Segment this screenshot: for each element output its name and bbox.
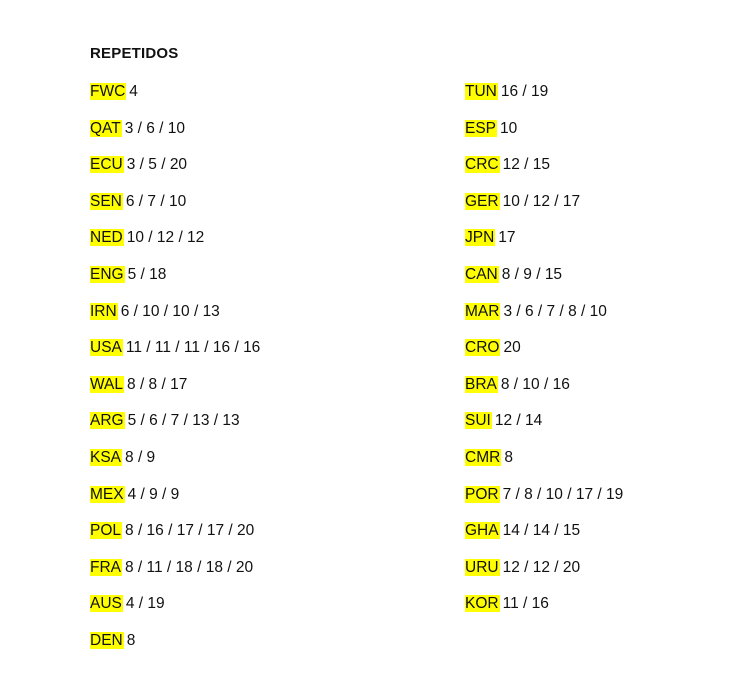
list-item [90,226,390,263]
sticker-numbers: 8 / 9 / 15 [501,265,563,283]
team-code: MAR [465,302,500,320]
team-code: SUI [465,412,491,430]
list-item [465,336,749,373]
sticker-numbers: 14 / 14 / 15 [502,522,581,540]
sticker-numbers: 12 / 15 [502,156,550,174]
team-code: ECU [90,156,123,174]
list-item [465,556,749,593]
team-code: BRA [465,375,497,393]
sticker-numbers: 4 / 19 [125,595,165,613]
sticker-numbers: 8 [504,448,513,466]
list-item [465,190,749,227]
team-code: MEX [90,485,124,503]
list-item [465,409,749,446]
list-item [90,483,390,520]
sticker-numbers: 5 / 18 [127,265,167,283]
list-item [465,300,749,337]
sticker-numbers: 17 [498,229,516,247]
list-item [90,190,390,227]
sticker-numbers: 7 / 8 / 10 / 17 / 19 [502,485,624,503]
team-code: AUS [90,595,122,613]
list-item [90,153,390,190]
team-code: KSA [90,448,122,466]
team-code: ENG [90,265,124,283]
team-code: JPN [465,229,495,247]
list-item [90,409,390,446]
sticker-numbers: 6 / 7 / 10 [125,192,187,210]
sticker-numbers: 5 / 6 / 7 / 13 / 13 [127,412,240,430]
list-item [90,373,390,410]
list-item [90,80,390,117]
list-item [90,556,390,593]
team-code: GHA [465,522,499,540]
list-item [90,263,390,300]
sticker-numbers: 11 / 11 / 11 / 16 / 16 [125,339,261,357]
sticker-numbers: 3 / 6 / 10 [124,119,186,137]
sticker-numbers: 10 [500,119,518,137]
team-code: TUN [465,83,497,100]
team-code: FRA [90,558,121,576]
team-code: SEN [90,192,122,210]
list-item [90,446,390,483]
sticker-numbers: 3 / 5 / 20 [126,156,188,174]
right-column [465,80,749,629]
team-code: POL [90,522,122,540]
list-item [90,117,390,154]
team-code: CMR [465,448,501,466]
list-item [465,226,749,263]
list-item [465,80,749,117]
sticker-numbers: 8 / 8 / 17 [127,375,188,393]
sticker-numbers: 10 / 12 / 17 [502,192,581,210]
sticker-numbers: 8 [126,631,136,649]
document-title: REPETIDOS [90,45,179,62]
team-code: WAL [90,375,124,393]
team-code: POR [465,485,499,503]
team-code: ESP [465,119,497,137]
left-column [90,80,390,666]
team-code: IRN [90,302,117,320]
team-code: CRC [465,156,499,174]
list-item [465,153,749,190]
sticker-numbers: 6 / 10 / 10 / 13 [120,302,220,320]
team-code: FWC [90,83,126,100]
team-code: KOR [465,595,499,613]
team-code: ARG [90,412,124,430]
sticker-numbers: 8 / 10 / 16 [500,375,570,393]
list-item [465,483,749,520]
team-code: CRO [465,339,500,357]
list-item [90,300,390,337]
list-item [465,592,749,629]
list-item [90,592,390,629]
team-code: QAT [90,119,121,137]
sticker-numbers: 8 / 16 / 17 / 17 / 20 [125,522,255,540]
list-item [465,373,749,410]
sticker-numbers: 10 / 12 / 12 [126,229,205,247]
sticker-numbers: 20 [503,339,521,357]
team-code: GER [465,192,499,210]
sticker-numbers: 8 / 9 [125,448,156,466]
team-code: CAN [465,265,498,283]
team-code: URU [465,558,499,576]
sticker-numbers: 3 / 6 / 7 / 8 / 10 [503,302,607,320]
sticker-numbers: 4 [129,83,138,100]
sticker-numbers: 12 / 12 / 20 [502,558,581,576]
sticker-numbers: 16 / 19 [500,83,549,100]
team-code: DEN [90,631,123,649]
sticker-numbers: 12 / 14 [494,412,543,430]
sticker-numbers: 4 / 9 / 9 [127,485,180,503]
team-code: USA [90,339,122,357]
list-item [465,263,749,300]
team-code: NED [90,229,123,247]
sticker-numbers: 8 / 11 / 18 / 18 / 20 [125,558,254,576]
list-item [465,446,749,483]
sticker-numbers: 11 / 16 [502,595,549,613]
list-item [90,336,390,373]
list-item [90,629,390,666]
list-item [465,519,749,556]
list-item [465,117,749,154]
list-item [90,519,390,556]
